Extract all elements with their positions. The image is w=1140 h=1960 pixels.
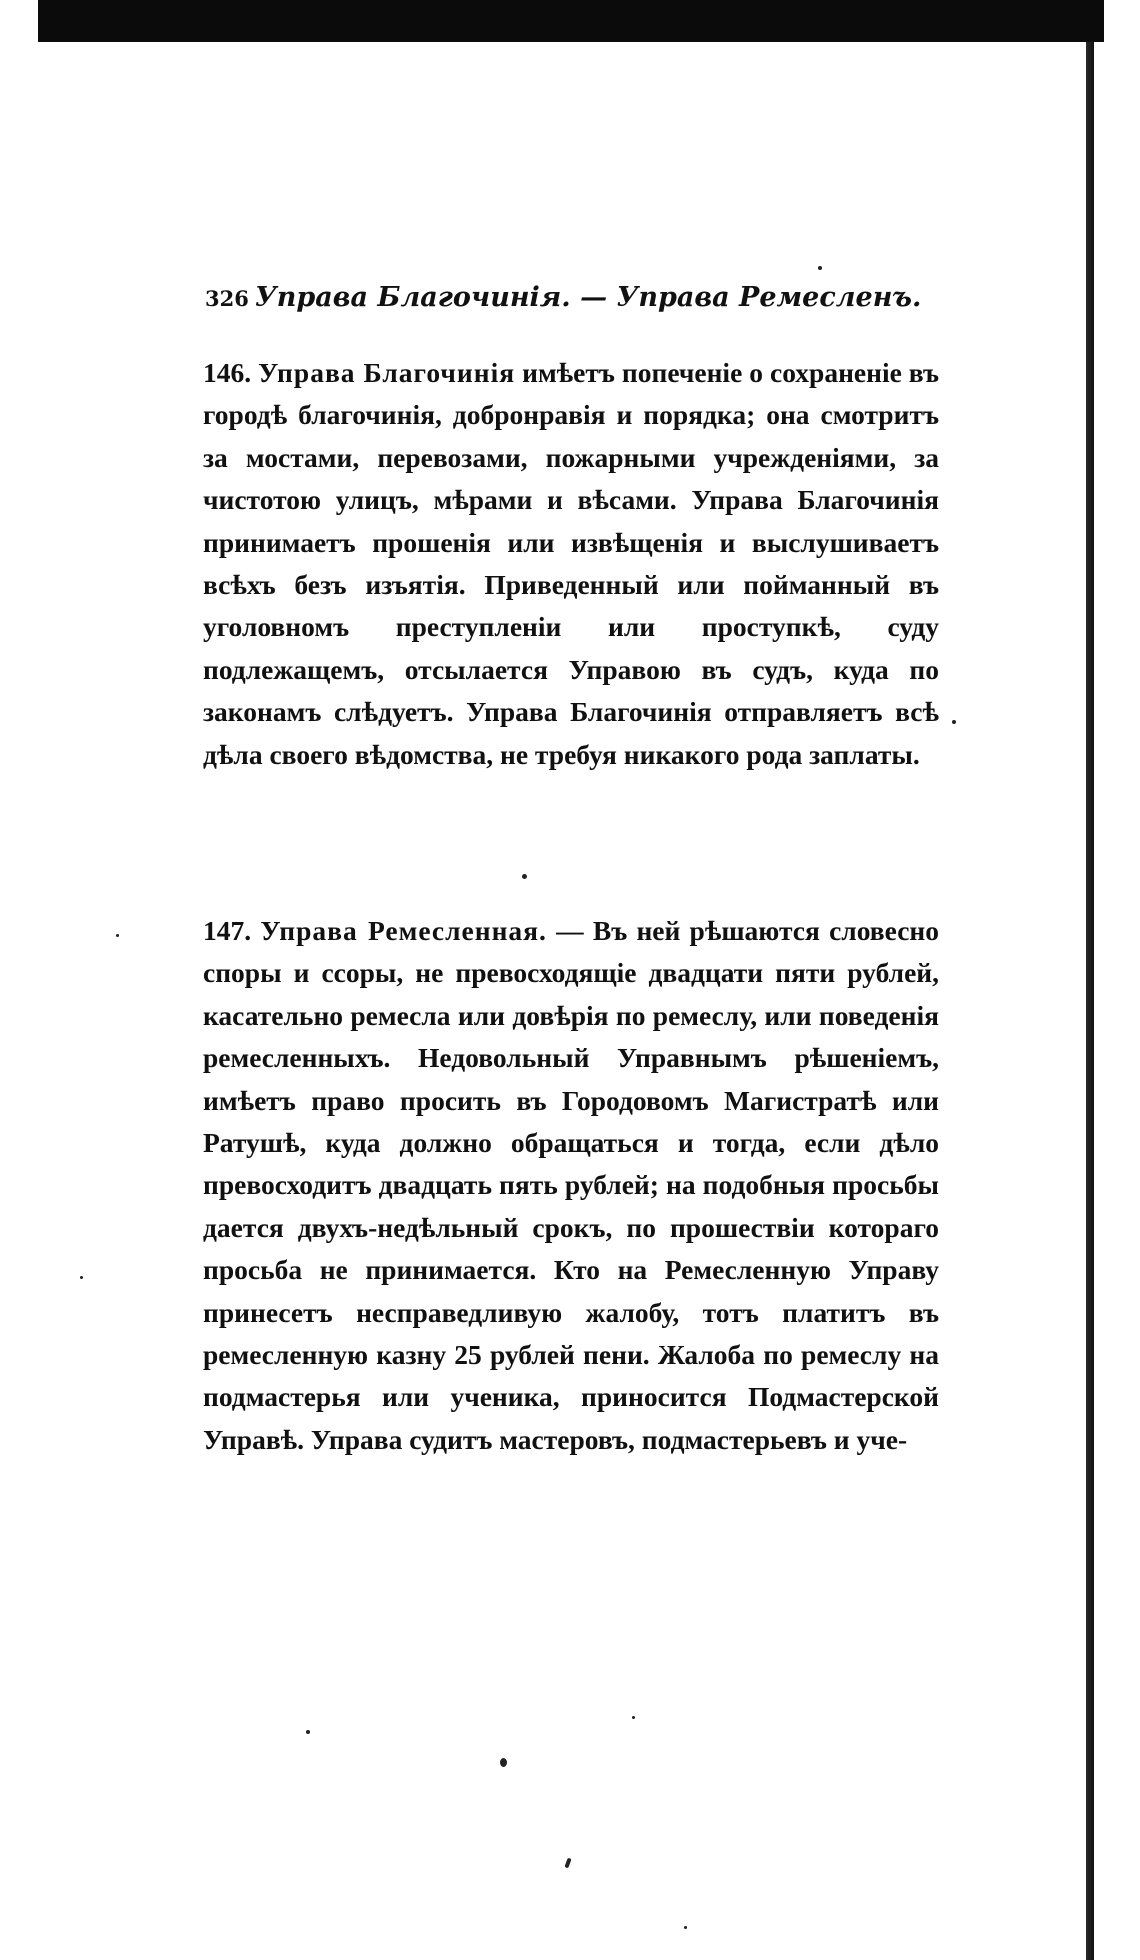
section-number: 146. — [203, 357, 252, 388]
scan-speck — [684, 1926, 687, 1929]
section-number: 147. — [203, 915, 252, 946]
scan-right-border — [1086, 42, 1094, 1960]
scan-speck — [522, 874, 527, 879]
running-head-title: Управа Благочинія. — Управа Ремесленъ. — [254, 282, 922, 313]
scan-speck — [564, 1858, 571, 1869]
paragraph-146 — [203, 352, 939, 776]
scan-speck — [80, 1276, 83, 1279]
section-body: имѣетъ попеченіе о сохраненіе въ городѣ благочинія, добронравія и порядка; она смотритъ за мостами, перевозами, пожарными учрежденіями, за чистотою улицъ, мѣрами и вѣсами. Управа Благочинія принимаетъ прошенія или извѣщенія и выслушиваетъ всѣхъ безъ изъятія. Приведенный или пойманный въ уголовномъ преступленіи или проступкѣ, суду подлежащемъ, отсылается Управою въ судъ, куда по законамъ слѣдуетъ. Управа Благочинія отправляетъ всѣ дѣла своего вѣдомства, не требуя никакого рода заплаты. — [203, 357, 940, 770]
scan-speck — [818, 266, 822, 270]
scan-speck — [306, 1730, 310, 1734]
paragraph-147 — [203, 910, 939, 1461]
scan-speck — [500, 1758, 507, 1767]
section-title: Управа Благочинія — [258, 357, 516, 388]
page-number: 326 — [205, 286, 249, 311]
scan-speck — [116, 934, 119, 937]
running-head — [205, 282, 985, 313]
scan-speck — [952, 720, 956, 724]
section-title: Управа Ремесленная. — [260, 915, 547, 946]
section-body: — Въ ней рѣшаются словесно споры и ссоры, не превосходящіе двадцати пяти рублей, касательно ремесла или довѣрія по ремеслу, или поведенія ремесленныхъ. Недовольный Управнымъ рѣшеніемъ, имѣетъ право просить въ Городовомъ Магистратѣ или Ратушѣ, куда должно обращаться и тогда, если дѣло превосходитъ двадцать пять рублей; на подобныя просьбы дается двухъ-недѣльный срокъ, по прошествіи котораго просьба не принимается. Кто на Ремесленную Управу принесетъ несправедливую жалобу, тотъ платитъ въ ремесленную казну 25 рублей пени. Жалоба по ремеслу на подмастерья или ученика, приносится Подмастерской Управѣ. Управа судитъ мастеровъ, подмастерьевъ и уче- — [203, 915, 939, 1455]
scan-top-border — [38, 0, 1104, 42]
scan-speck — [632, 1716, 635, 1719]
